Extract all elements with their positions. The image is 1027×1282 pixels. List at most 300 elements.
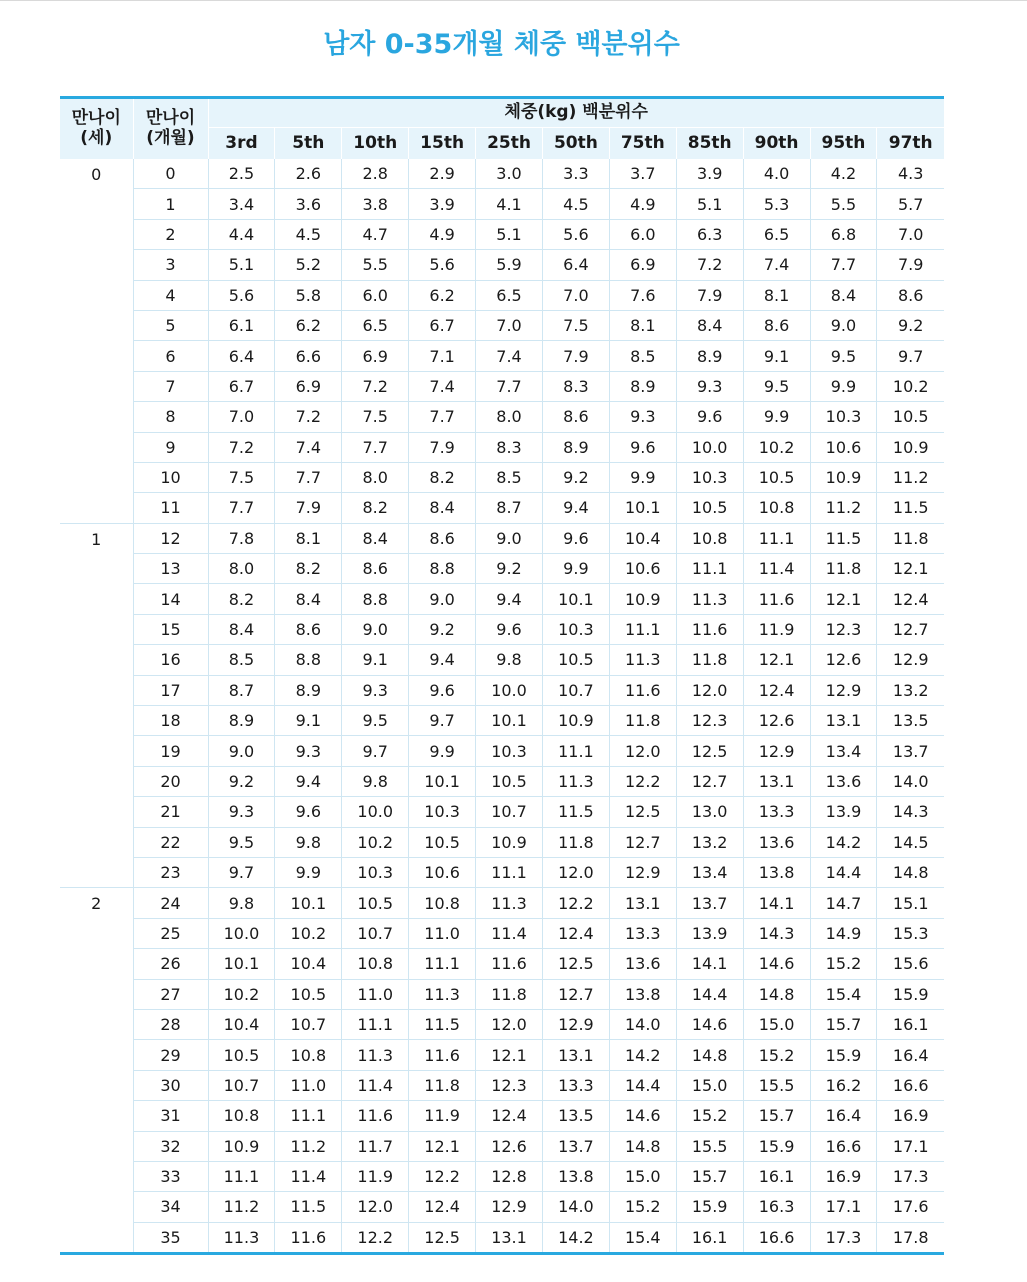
weight-value-cell: 8.7 (208, 675, 275, 705)
weight-value-cell: 10.1 (409, 766, 476, 796)
weight-value-cell: 11.8 (676, 645, 743, 675)
percentile-header: 50th (542, 128, 609, 160)
weight-value-cell: 10.4 (208, 1009, 275, 1039)
weight-value-cell: 3.7 (609, 159, 676, 189)
weight-value-cell: 14.5 (877, 827, 944, 857)
weight-value-cell: 14.6 (743, 949, 810, 979)
weight-value-cell: 9.4 (476, 584, 543, 614)
weight-value-cell: 7.7 (810, 250, 877, 280)
weight-value-cell: 6.5 (476, 280, 543, 310)
table-row (60, 675, 944, 705)
weight-value-cell: 3.0 (476, 159, 543, 189)
weight-value-cell: 4.2 (810, 159, 877, 189)
weight-value-cell: 17.3 (810, 1222, 877, 1253)
weight-value-cell: 12.0 (342, 1192, 409, 1222)
weight-value-cell: 13.0 (676, 797, 743, 827)
weight-value-cell: 15.9 (743, 1131, 810, 1161)
weight-value-cell: 7.4 (743, 250, 810, 280)
weight-value-cell: 7.9 (542, 341, 609, 371)
age-months-cell: 21 (133, 797, 208, 827)
weight-value-cell: 11.3 (409, 979, 476, 1009)
weight-value-cell: 12.3 (676, 706, 743, 736)
weight-value-cell: 15.4 (810, 979, 877, 1009)
weight-value-cell: 11.1 (609, 614, 676, 644)
age-months-cell: 13 (133, 554, 208, 584)
weight-value-cell: 15.4 (609, 1222, 676, 1253)
weight-value-cell: 10.8 (676, 523, 743, 553)
weight-value-cell: 8.6 (542, 402, 609, 432)
weight-value-cell: 12.4 (409, 1192, 476, 1222)
weight-value-cell: 13.9 (676, 918, 743, 948)
weight-value-cell: 13.6 (743, 827, 810, 857)
weight-value-cell: 11.1 (275, 1101, 342, 1131)
weight-value-cell: 10.2 (275, 918, 342, 948)
weight-value-cell: 10.4 (609, 523, 676, 553)
weight-value-cell: 8.5 (609, 341, 676, 371)
weight-value-cell: 11.1 (542, 736, 609, 766)
weight-value-cell: 10.9 (476, 827, 543, 857)
weight-value-cell: 2.8 (342, 159, 409, 189)
weight-value-cell: 12.7 (542, 979, 609, 1009)
weight-value-cell: 15.5 (676, 1131, 743, 1161)
weight-value-cell: 9.8 (476, 645, 543, 675)
age-months-cell: 18 (133, 706, 208, 736)
weight-value-cell: 8.1 (275, 523, 342, 553)
weight-value-cell: 6.3 (676, 219, 743, 249)
weight-value-cell: 8.9 (275, 675, 342, 705)
weight-value-cell: 6.9 (609, 250, 676, 280)
weight-value-cell: 5.6 (208, 280, 275, 310)
weight-value-cell: 15.5 (743, 1070, 810, 1100)
weight-value-cell: 11.0 (409, 918, 476, 948)
age-years-cell: 2 (60, 888, 133, 1254)
weight-value-cell: 7.9 (409, 432, 476, 462)
weight-value-cell: 14.8 (743, 979, 810, 1009)
weight-value-cell: 11.6 (409, 1040, 476, 1070)
weight-value-cell: 6.7 (409, 310, 476, 340)
age-months-cell: 24 (133, 888, 208, 918)
weight-value-cell: 10.3 (676, 462, 743, 492)
weight-value-cell: 12.5 (409, 1222, 476, 1253)
weight-value-cell: 7.4 (409, 371, 476, 401)
percentile-header: 75th (609, 128, 676, 160)
weight-value-cell: 7.9 (676, 280, 743, 310)
age-months-cell: 3 (133, 250, 208, 280)
weight-value-cell: 10.5 (208, 1040, 275, 1070)
weight-value-cell: 9.5 (810, 341, 877, 371)
weight-value-cell: 11.2 (877, 462, 944, 492)
weight-value-cell: 11.1 (676, 554, 743, 584)
weight-value-cell: 4.9 (409, 219, 476, 249)
weight-value-cell: 8.0 (208, 554, 275, 584)
weight-value-cell: 9.2 (542, 462, 609, 492)
weight-value-cell: 9.9 (409, 736, 476, 766)
percentile-header: 10th (342, 128, 409, 160)
weight-value-cell: 12.9 (810, 675, 877, 705)
weight-value-cell: 9.6 (409, 675, 476, 705)
weight-value-cell: 10.1 (542, 584, 609, 614)
weight-value-cell: 9.8 (208, 888, 275, 918)
weight-value-cell: 12.0 (476, 1009, 543, 1039)
weight-value-cell: 8.9 (676, 341, 743, 371)
weight-value-cell: 12.1 (810, 584, 877, 614)
weight-value-cell: 13.5 (877, 706, 944, 736)
weight-value-cell: 15.0 (676, 1070, 743, 1100)
weight-value-cell: 12.4 (877, 584, 944, 614)
weight-value-cell: 10.3 (476, 736, 543, 766)
weight-value-cell: 8.0 (342, 462, 409, 492)
weight-value-cell: 15.0 (609, 1161, 676, 1191)
weight-value-cell: 2.9 (409, 159, 476, 189)
weight-value-cell: 12.5 (542, 949, 609, 979)
table-row (60, 159, 944, 189)
weight-value-cell: 13.3 (609, 918, 676, 948)
age-months-cell: 27 (133, 979, 208, 1009)
weight-value-cell: 7.2 (676, 250, 743, 280)
weight-value-cell: 15.3 (877, 918, 944, 948)
percentile-header: 15th (409, 128, 476, 160)
weight-value-cell: 10.0 (476, 675, 543, 705)
weight-value-cell: 13.8 (542, 1161, 609, 1191)
weight-value-cell: 9.3 (676, 371, 743, 401)
weight-value-cell: 7.5 (542, 310, 609, 340)
weight-value-cell: 7.9 (877, 250, 944, 280)
weight-value-cell: 7.0 (877, 219, 944, 249)
weight-value-cell: 15.7 (743, 1101, 810, 1131)
weight-value-cell: 13.7 (676, 888, 743, 918)
weight-value-cell: 11.3 (208, 1222, 275, 1253)
weight-value-cell: 10.9 (877, 432, 944, 462)
weight-value-cell: 14.1 (743, 888, 810, 918)
weight-value-cell: 11.9 (743, 614, 810, 644)
weight-value-cell: 3.3 (542, 159, 609, 189)
weight-value-cell: 10.5 (743, 462, 810, 492)
weight-value-cell: 4.0 (743, 159, 810, 189)
weight-value-cell: 14.7 (810, 888, 877, 918)
weight-value-cell: 9.9 (743, 402, 810, 432)
weight-value-cell: 9.6 (275, 797, 342, 827)
weight-value-cell: 10.3 (542, 614, 609, 644)
weight-value-cell: 10.3 (409, 797, 476, 827)
weight-value-cell: 10.6 (609, 554, 676, 584)
weight-value-cell: 9.1 (342, 645, 409, 675)
weight-value-cell: 13.1 (609, 888, 676, 918)
table-row (60, 1040, 944, 1070)
weight-value-cell: 11.0 (342, 979, 409, 1009)
age-months-cell: 16 (133, 645, 208, 675)
weight-value-cell: 7.5 (208, 462, 275, 492)
table-row (60, 706, 944, 736)
weight-value-cell: 9.2 (877, 310, 944, 340)
weight-value-cell: 15.9 (810, 1040, 877, 1070)
table-row (60, 736, 944, 766)
weight-percentile-group-header: 체중(kg) 백분위수 (208, 98, 944, 128)
weight-value-cell: 13.7 (542, 1131, 609, 1161)
weight-value-cell: 15.2 (609, 1192, 676, 1222)
weight-value-cell: 10.6 (810, 432, 877, 462)
age-months-cell: 9 (133, 432, 208, 462)
weight-value-cell: 9.2 (208, 766, 275, 796)
weight-value-cell: 16.1 (676, 1222, 743, 1253)
weight-value-cell: 5.5 (810, 189, 877, 219)
age-years-header-line2: (세) (80, 128, 113, 148)
weight-value-cell: 11.2 (275, 1131, 342, 1161)
weight-value-cell: 16.6 (810, 1131, 877, 1161)
percentile-header: 90th (743, 128, 810, 160)
weight-value-cell: 4.5 (275, 219, 342, 249)
age-months-header-line2: (개월) (146, 128, 195, 148)
weight-value-cell: 11.6 (342, 1101, 409, 1131)
weight-value-cell: 11.5 (409, 1009, 476, 1039)
weight-value-cell: 3.6 (275, 189, 342, 219)
weight-value-cell: 14.1 (676, 949, 743, 979)
weight-value-cell: 8.4 (676, 310, 743, 340)
weight-value-cell: 16.1 (743, 1161, 810, 1191)
weight-value-cell: 9.0 (476, 523, 543, 553)
weight-value-cell: 10.7 (542, 675, 609, 705)
weight-value-cell: 11.8 (409, 1070, 476, 1100)
weight-value-cell: 14.2 (609, 1040, 676, 1070)
age-years-cell: 0 (60, 159, 133, 523)
age-months-cell: 6 (133, 341, 208, 371)
weight-value-cell: 15.6 (877, 949, 944, 979)
table-row (60, 614, 944, 644)
age-months-cell: 20 (133, 766, 208, 796)
weight-value-cell: 9.6 (542, 523, 609, 553)
table-row (60, 554, 944, 584)
table-row (60, 280, 944, 310)
weight-value-cell: 5.7 (877, 189, 944, 219)
weight-value-cell: 12.9 (877, 645, 944, 675)
weight-value-cell: 5.2 (275, 250, 342, 280)
weight-value-cell: 8.6 (743, 310, 810, 340)
table-row (60, 371, 944, 401)
table-row (60, 766, 944, 796)
weight-value-cell: 10.2 (342, 827, 409, 857)
weight-value-cell: 14.4 (676, 979, 743, 1009)
weight-value-cell: 10.5 (409, 827, 476, 857)
weight-value-cell: 10.1 (609, 493, 676, 523)
table-row (60, 523, 944, 553)
weight-value-cell: 10.9 (208, 1131, 275, 1161)
weight-value-cell: 8.1 (609, 310, 676, 340)
weight-value-cell: 16.3 (743, 1192, 810, 1222)
weight-value-cell: 12.0 (676, 675, 743, 705)
weight-value-cell: 8.8 (275, 645, 342, 675)
table-row (60, 341, 944, 371)
weight-value-cell: 5.8 (275, 280, 342, 310)
weight-value-cell: 13.9 (810, 797, 877, 827)
weight-value-cell: 13.6 (609, 949, 676, 979)
age-months-cell: 22 (133, 827, 208, 857)
weight-value-cell: 7.8 (208, 523, 275, 553)
weight-value-cell: 8.1 (743, 280, 810, 310)
weight-value-cell: 5.6 (542, 219, 609, 249)
weight-value-cell: 7.0 (542, 280, 609, 310)
weight-value-cell: 9.8 (275, 827, 342, 857)
weight-value-cell: 10.5 (476, 766, 543, 796)
table-row (60, 462, 944, 492)
weight-value-cell: 10.8 (743, 493, 810, 523)
weight-value-cell: 8.6 (409, 523, 476, 553)
weight-value-cell: 7.4 (275, 432, 342, 462)
percentile-header: 95th (810, 128, 877, 160)
weight-value-cell: 9.5 (208, 827, 275, 857)
table-row (60, 402, 944, 432)
weight-value-cell: 8.6 (877, 280, 944, 310)
weight-value-cell: 14.3 (743, 918, 810, 948)
weight-value-cell: 2.6 (275, 159, 342, 189)
weight-value-cell: 6.5 (342, 310, 409, 340)
weight-value-cell: 8.2 (208, 584, 275, 614)
weight-value-cell: 10.1 (208, 949, 275, 979)
weight-value-cell: 14.0 (877, 766, 944, 796)
weight-value-cell: 9.7 (342, 736, 409, 766)
table-row (60, 493, 944, 523)
table-row (60, 827, 944, 857)
weight-value-cell: 15.9 (877, 979, 944, 1009)
weight-value-cell: 6.0 (609, 219, 676, 249)
table-row (60, 1131, 944, 1161)
weight-value-cell: 10.1 (476, 706, 543, 736)
weight-value-cell: 11.9 (342, 1161, 409, 1191)
age-years-header-line1: 만나이 (71, 108, 121, 129)
weight-value-cell: 13.8 (743, 857, 810, 887)
table-row (60, 645, 944, 675)
weight-value-cell: 9.5 (342, 706, 409, 736)
weight-value-cell: 11.4 (275, 1161, 342, 1191)
age-months-cell: 14 (133, 584, 208, 614)
weight-value-cell: 10.7 (275, 1009, 342, 1039)
weight-value-cell: 9.7 (208, 857, 275, 887)
weight-value-cell: 9.8 (342, 766, 409, 796)
weight-value-cell: 6.6 (275, 341, 342, 371)
weight-value-cell: 11.3 (476, 888, 543, 918)
weight-value-cell: 12.0 (609, 736, 676, 766)
weight-value-cell: 17.1 (810, 1192, 877, 1222)
weight-value-cell: 11.7 (342, 1131, 409, 1161)
table-row (60, 310, 944, 340)
weight-value-cell: 14.4 (810, 857, 877, 887)
weight-value-cell: 11.6 (743, 584, 810, 614)
age-months-cell: 35 (133, 1222, 208, 1253)
weight-value-cell: 11.4 (743, 554, 810, 584)
weight-value-cell: 5.6 (409, 250, 476, 280)
age-months-cell: 32 (133, 1131, 208, 1161)
weight-value-cell: 9.4 (275, 766, 342, 796)
weight-value-cell: 12.5 (609, 797, 676, 827)
weight-value-cell: 7.6 (609, 280, 676, 310)
weight-value-cell: 7.9 (275, 493, 342, 523)
age-months-cell: 23 (133, 857, 208, 887)
weight-value-cell: 4.9 (609, 189, 676, 219)
weight-value-cell: 15.2 (743, 1040, 810, 1070)
weight-value-cell: 14.3 (877, 797, 944, 827)
weight-value-cell: 11.8 (476, 979, 543, 1009)
weight-value-cell: 4.4 (208, 219, 275, 249)
age-months-cell: 34 (133, 1192, 208, 1222)
weight-value-cell: 10.4 (275, 949, 342, 979)
weight-value-cell: 9.9 (609, 462, 676, 492)
age-months-cell: 4 (133, 280, 208, 310)
weight-value-cell: 9.1 (743, 341, 810, 371)
weight-value-cell: 12.8 (476, 1161, 543, 1191)
weight-value-cell: 9.0 (810, 310, 877, 340)
weight-value-cell: 11.2 (810, 493, 877, 523)
weight-value-cell: 13.3 (542, 1070, 609, 1100)
weight-value-cell: 5.1 (208, 250, 275, 280)
age-months-cell: 25 (133, 918, 208, 948)
table-row (60, 918, 944, 948)
weight-value-cell: 11.8 (609, 706, 676, 736)
percentile-header: 25th (476, 128, 543, 160)
weight-value-cell: 10.9 (810, 462, 877, 492)
table-row (60, 797, 944, 827)
weight-value-cell: 10.2 (743, 432, 810, 462)
age-months-cell: 31 (133, 1101, 208, 1131)
age-months-cell: 17 (133, 675, 208, 705)
weight-value-cell: 8.6 (275, 614, 342, 644)
weight-value-cell: 10.8 (275, 1040, 342, 1070)
weight-value-cell: 13.4 (676, 857, 743, 887)
weight-value-cell: 10.9 (609, 584, 676, 614)
weight-value-cell: 7.2 (342, 371, 409, 401)
weight-value-cell: 9.5 (743, 371, 810, 401)
weight-value-cell: 3.4 (208, 189, 275, 219)
weight-value-cell: 15.9 (676, 1192, 743, 1222)
weight-value-cell: 16.6 (877, 1070, 944, 1100)
page-title: 남자 0-35개월 체중 백분위수 (323, 29, 680, 60)
weight-value-cell: 12.2 (609, 766, 676, 796)
table-row (60, 219, 944, 249)
age-years-header (60, 98, 133, 160)
weight-value-cell: 15.1 (877, 888, 944, 918)
weight-value-cell: 13.1 (743, 766, 810, 796)
weight-value-cell: 12.2 (409, 1161, 476, 1191)
weight-value-cell: 7.7 (476, 371, 543, 401)
table-row (60, 888, 944, 918)
weight-value-cell: 16.6 (743, 1222, 810, 1253)
weight-value-cell: 10.0 (342, 797, 409, 827)
table-row (60, 979, 944, 1009)
weight-value-cell: 8.8 (409, 554, 476, 584)
weight-value-cell: 10.8 (342, 949, 409, 979)
weight-value-cell: 12.6 (810, 645, 877, 675)
weight-value-cell: 12.4 (476, 1101, 543, 1131)
weight-value-cell: 12.9 (476, 1192, 543, 1222)
weight-value-cell: 8.3 (476, 432, 543, 462)
weight-value-cell: 8.0 (476, 402, 543, 432)
weight-value-cell: 12.1 (743, 645, 810, 675)
weight-value-cell: 10.8 (409, 888, 476, 918)
weight-value-cell: 16.4 (810, 1101, 877, 1131)
weight-value-cell: 15.7 (810, 1009, 877, 1039)
weight-value-cell: 12.9 (542, 1009, 609, 1039)
weight-value-cell: 14.2 (810, 827, 877, 857)
weight-value-cell: 14.0 (542, 1192, 609, 1222)
weight-value-cell: 10.2 (877, 371, 944, 401)
weight-value-cell: 2.5 (208, 159, 275, 189)
weight-value-cell: 12.0 (542, 857, 609, 887)
weight-value-cell: 11.8 (542, 827, 609, 857)
weight-value-cell: 16.2 (810, 1070, 877, 1100)
weight-value-cell: 17.1 (877, 1131, 944, 1161)
weight-value-cell: 13.1 (476, 1222, 543, 1253)
weight-value-cell: 11.8 (810, 554, 877, 584)
weight-value-cell: 6.8 (810, 219, 877, 249)
weight-value-cell: 8.2 (409, 462, 476, 492)
table-row (60, 1070, 944, 1100)
